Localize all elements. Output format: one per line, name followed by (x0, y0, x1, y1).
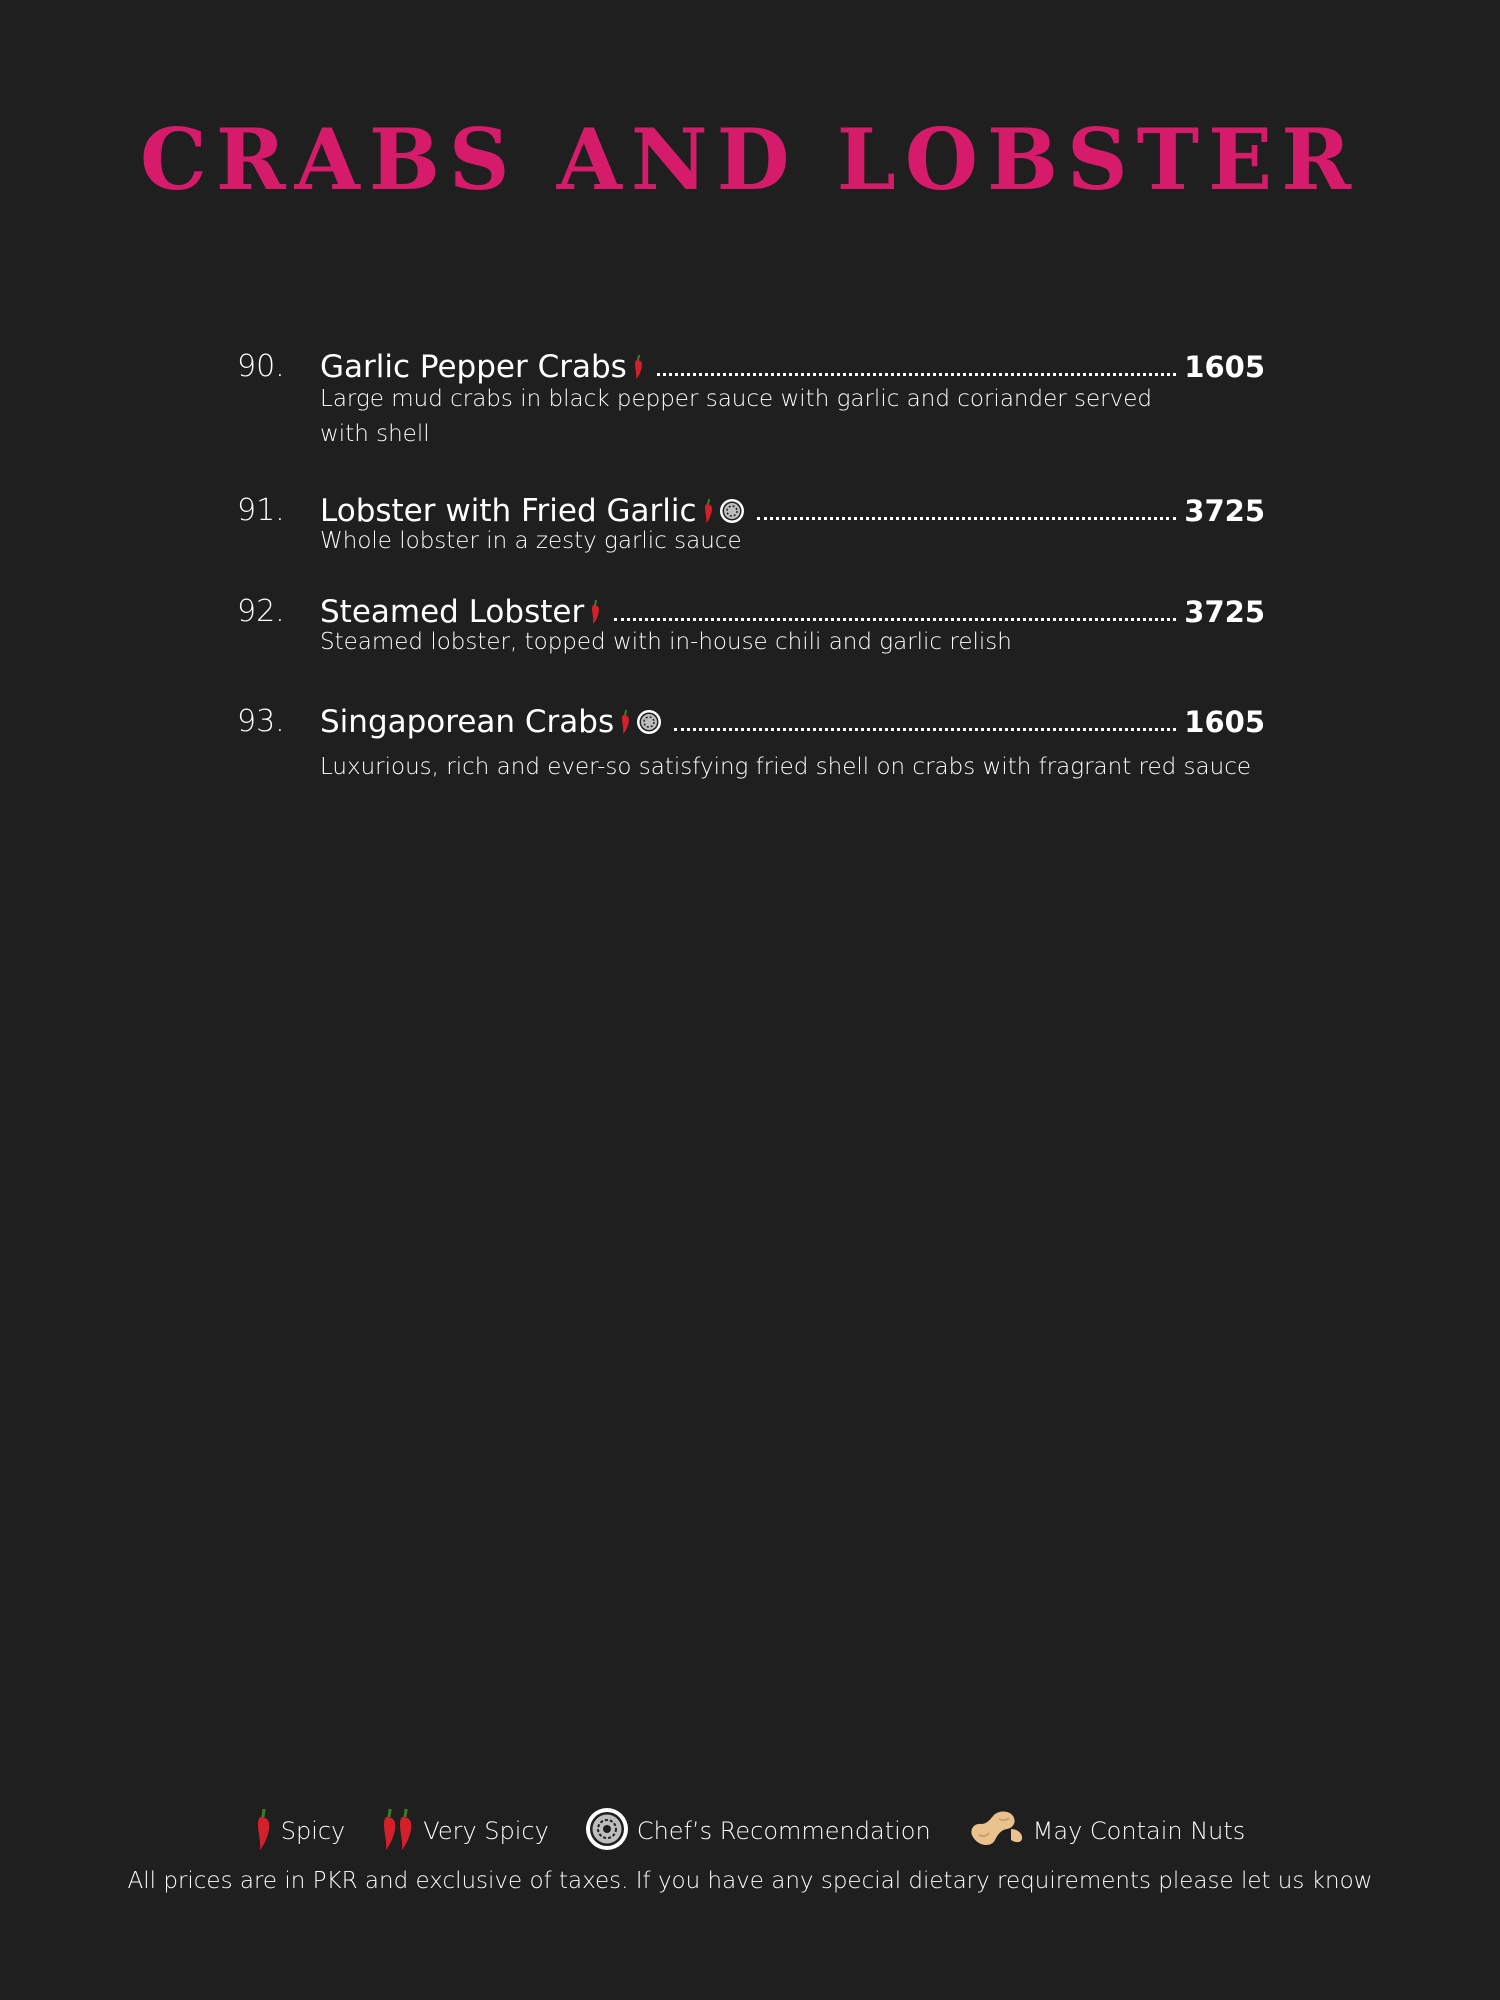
menu-item-line (0, 347, 1500, 387)
item-price: 1605 (1184, 705, 1265, 739)
item-number: 92. (237, 594, 285, 629)
legend-label: Chef’s Recommendation (636, 1817, 931, 1845)
chef-recommendation-icon (585, 1807, 629, 1855)
chili-icon (620, 709, 632, 735)
item-number: 91. (237, 493, 285, 528)
legend-item-spicy (255, 1807, 346, 1855)
item-description: Luxurious, rich and ever-so satisfying fried shell on crabs with fragrant red sauce (320, 754, 1251, 780)
item-icons (590, 599, 602, 625)
item-number: 90. (237, 349, 285, 384)
item-price: 3725 (1184, 595, 1265, 629)
legend-label: May Contain Nuts (1032, 1817, 1246, 1845)
legend-item-may-contain-nuts (967, 1807, 1246, 1855)
chef-recommendation-icon (636, 709, 662, 735)
chili-icon (633, 354, 645, 380)
item-icons (633, 354, 645, 380)
dotted-leader (674, 728, 1176, 731)
item-description: Steamed lobster, topped with in-house chili and garlic relish (320, 629, 1012, 655)
item-icons (703, 498, 745, 524)
chili-icon (255, 1807, 273, 1855)
menu-item-line (0, 702, 1500, 742)
chili-icon (703, 498, 715, 524)
dotted-leader (614, 618, 1176, 621)
item-icons (620, 709, 662, 735)
item-number: 93. (237, 704, 285, 739)
item-description: Whole lobster in a zesty garlic sauce (320, 528, 742, 554)
item-head (320, 347, 1265, 387)
item-price: 1605 (1184, 350, 1265, 384)
legend-label: Very Spicy (423, 1817, 549, 1845)
item-name: Steamed Lobster (320, 594, 585, 630)
item-description: Large mud crabs in black pepper sauce with garlic and coriander served with shell (320, 386, 1152, 447)
double-chili-icon (381, 1807, 415, 1855)
item-price: 3725 (1184, 494, 1265, 528)
page-title: CRABS AND LOBSTER (139, 110, 1361, 209)
footer-note: All prices are in PKR and exclusive of taxes. If you have any special dietary requirements please let us know (127, 1868, 1373, 1894)
peanut-icon (967, 1807, 1025, 1855)
dotted-leader (657, 373, 1176, 376)
chef-recommendation-icon (719, 498, 745, 524)
item-name: Singaporean Crabs (320, 704, 615, 740)
legend-item-chefs-recommendation (585, 1807, 931, 1855)
icon-legend (0, 1806, 1500, 1856)
item-head (320, 702, 1265, 742)
legend-item-very-spicy (381, 1807, 549, 1855)
item-name: Garlic Pepper Crabs (320, 349, 627, 385)
item-name: Lobster with Fried Garlic (320, 493, 697, 529)
dotted-leader (757, 517, 1177, 520)
chili-icon (590, 599, 602, 625)
legend-label: Spicy (280, 1817, 346, 1845)
